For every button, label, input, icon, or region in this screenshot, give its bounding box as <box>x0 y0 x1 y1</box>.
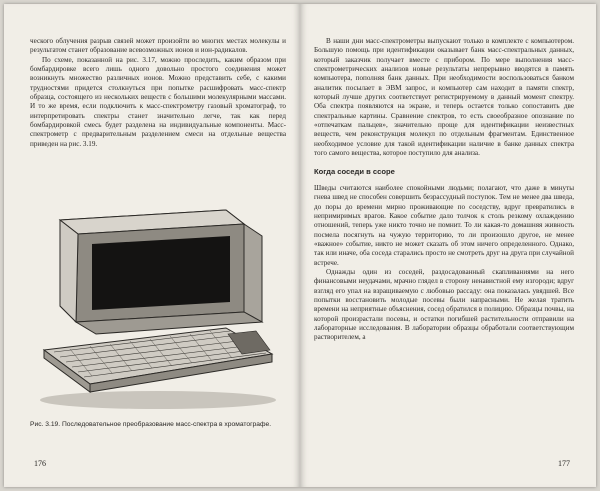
right-page <box>300 4 596 487</box>
left-page-number: 176 <box>34 459 46 468</box>
left-page <box>4 4 300 487</box>
right-page-number: 177 <box>558 459 570 468</box>
right-paragraph-3: Однажды один из соседей, раздосадованный скапливаниями на него финансовыми неудачами, мрачно глядел в сторону ненавистной ему изгороди; вдруг взгляд его упал на взращиваемую с любовью рассаду: она показалась увядшей. Все попытки восстановить молодые посевы были напрасными. Не желая тратить времени на неприятные объяснения, сосед обратился в полицию. Образцы почвы, на которой произрастали посевы, и остатки погибшей растительности отправили на лабораторные исследования. В лаборатории образцы обработали соответствующим растворителем, а <box>314 267 574 342</box>
section-heading: Когда соседи в ссоре <box>314 167 395 177</box>
right-paragraph-2: Шведы считаются наиболее спокойными людьми; полагают, что даже в минуты гнева швед не способен совершить безрассудный поступок. Тем не менее два шведа, до поры до времени мирно проживающие по соседству, вдруг превратились в непримиримых врагов. Какое событие дало толчок к столь резкому охлаждению отношений, теперь уже никто точно не помнит. То ли какая-то домашняя живность посмела посягнуть на чужую территорию, то ли произошло другое, не менее «важное» событие, никто не может сказать об этом ничего определенного. Однако, так или иначе, оба соседа старались просто не смотреть друг на друга при случайной встрече. <box>314 183 574 267</box>
computer-terminal-drawing <box>30 194 286 414</box>
figure-mass-spectrometer-illustration <box>30 194 286 414</box>
left-paragraph-1: ческого облучения разрыв связей может произойти во многих местах молекулы и результатом станет образование всевозможных ионов и ион-радикалов. <box>30 37 286 55</box>
figure-caption: Рис. 3.19. Последовательное преобразование масс-спектра в хроматографе. <box>30 421 272 428</box>
right-text-block <box>314 37 574 343</box>
right-paragraph-1: В наши дни масс-спектрометры выпускают только в комплекте с компьютером. Большую помощь при идентификации оказывает банк масс-спектральных данных, который заказчик получает вместе с прибором. По мере выполнения масс-спектрометрических анализов новые результаты непрерывно вводятся в память компьютера, пополняя банк данных. При необходимости воспользоваться банком аналитик посылает в ЭВМ запрос, и компьютер сам находит в памяти спектр, который лучше других соответствует регистрируемому в данный момент спектру. Оба спектра появляются на экране, и теперь остается только сопоставить две спектральные картины. Сравнение спектров, то есть своеобразное опознание по «отпечаткам пальцев», значительно проще для идентификации неизвестных веществ, чем реконструкция молекул по отдельным фрагментам. Единственное необходимое условие для такой идентификации наличие в банке данных спектра того самого вещества, которое поступило для анализа. <box>314 37 574 158</box>
book-spread <box>4 4 596 487</box>
left-paragraph-2: По схеме, показанной на рис. 3.17, можно проследить, каким образом при бомбардировке всего лишь одного довольно простого соединения может возникнуть множество различных ионов. Можно представить себе, с какими трудностями придется столкнуться при попытке расшифровать масс-спектр образца, состоящего из нескольких веществ с большими молекулярными массами. И то же время, если подключить к масс-спектрометру газовый хроматограф, то интерпретировать спектры станет значительно легче, так как перед бомбардировкой смесь будет разделена на индивидуальные компоненты. Масс-спектрометр с предварительным разделением смеси на отдельные вещества приведен на рис. 3.19. <box>30 55 286 148</box>
left-text-block <box>30 37 286 149</box>
